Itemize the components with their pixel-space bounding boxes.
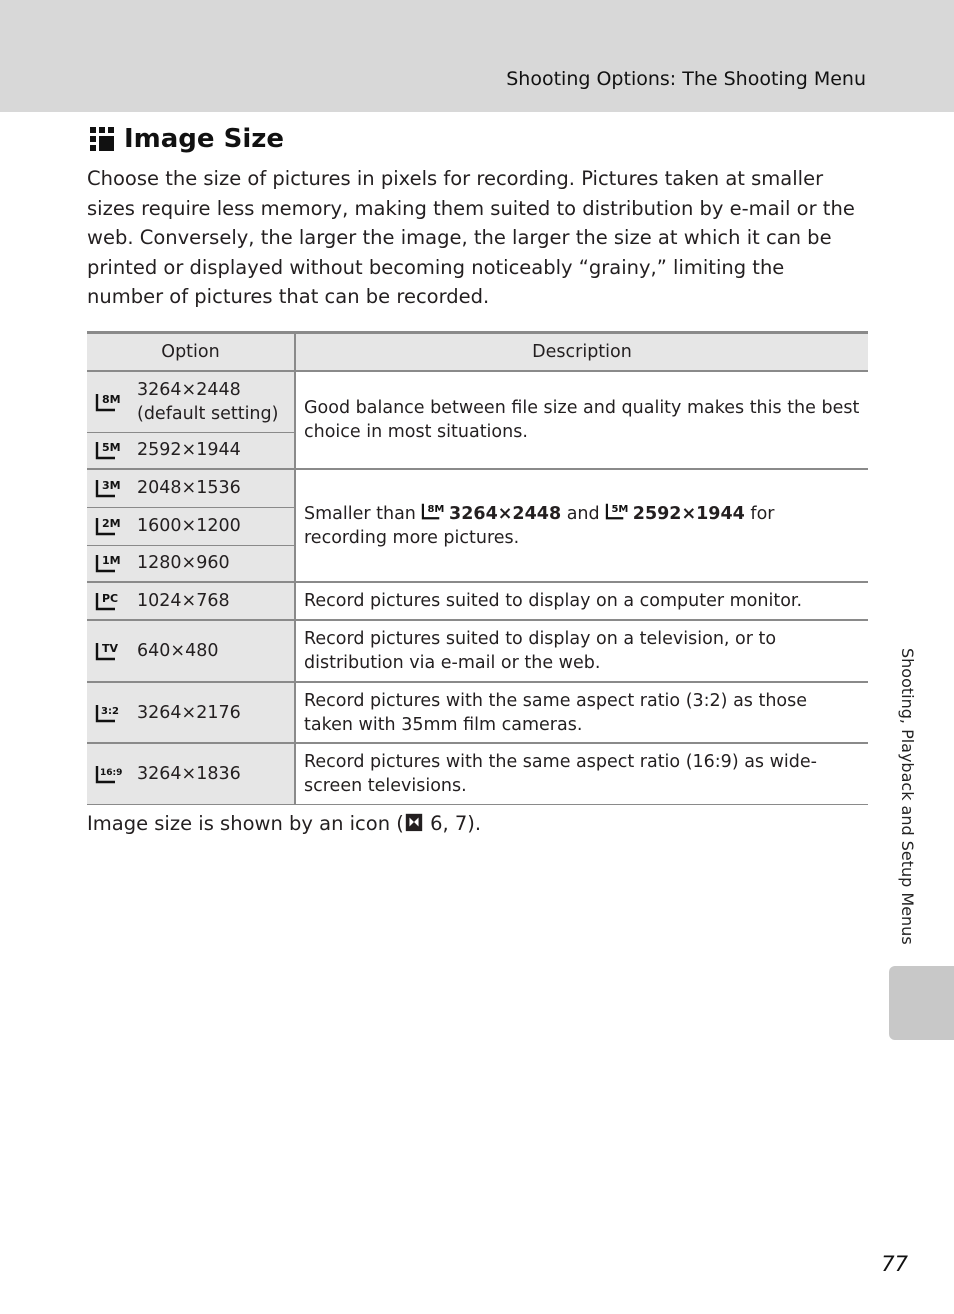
option-size: 2048×1536 <box>137 478 241 499</box>
svg-text:1M: 1M <box>102 554 121 568</box>
svg-text:2M: 2M <box>102 517 121 530</box>
option-size: 2592×1944 <box>137 440 241 461</box>
description-cell: Record pictures suited to display on a television, or to distribution via e-mail or the web. <box>295 620 868 682</box>
option-size: 640×480 <box>137 641 219 661</box>
option-default-note: (default setting) <box>137 403 279 424</box>
svg-text:TV: TV <box>102 642 119 655</box>
note-text: Image size is shown by an icon ( <box>87 812 404 835</box>
note-text: ). <box>467 812 482 835</box>
header-option: Option <box>87 333 295 372</box>
3m-size-icon <box>95 477 119 499</box>
section-title: Image Size <box>124 124 285 154</box>
svg-text:8M: 8M <box>102 392 121 406</box>
footnote <box>87 812 481 835</box>
svg-text:5M: 5M <box>611 503 629 515</box>
description-cell: Good balance between file size and quality makes this the best choice in most situations. <box>295 371 868 469</box>
table-row <box>87 743 868 804</box>
2m-size-icon <box>95 515 119 537</box>
page-number: 77 <box>881 1252 908 1276</box>
description-size: 2592×1944 <box>632 504 745 524</box>
8m-size-icon <box>421 501 443 521</box>
pc-size-icon <box>95 590 119 612</box>
option-size: 1600×1200 <box>137 516 241 536</box>
option-size: 3264×2448 <box>137 379 241 400</box>
intro-paragraph: Choose the size of pictures in pixels for recording. Pictures taken at smaller sizes require less memory, making them suited to distribution by e-mail or the web. Conversely, the larger the image, the larger the size at which it can be printed or displayed without becoming noticeably “grainy,” limiting the number of pictures that can be recorded. <box>87 167 855 309</box>
svg-text:5M: 5M <box>102 441 121 455</box>
note-pages: 6, 7 <box>423 812 468 835</box>
table-row <box>87 371 868 432</box>
svg-text:3:2: 3:2 <box>101 705 119 717</box>
3-2-ratio-icon <box>95 702 119 724</box>
description-cell: Record pictures with the same aspect ratio (3:2) as those taken with 35mm film cameras. <box>295 682 868 743</box>
image-size-icon <box>88 125 116 153</box>
side-tab-marker <box>889 966 954 1040</box>
header-band <box>0 0 954 112</box>
tv-size-icon <box>95 640 119 662</box>
svg-text:8M: 8M <box>427 503 445 515</box>
table-row <box>87 469 868 507</box>
16-9-ratio-icon <box>95 763 123 785</box>
1m-size-icon <box>95 552 119 574</box>
option-size: 3264×2176 <box>137 702 241 723</box>
header-description: Description <box>295 333 868 372</box>
5m-size-icon <box>95 439 119 461</box>
table-row <box>87 682 868 743</box>
svg-text:3M: 3M <box>102 479 121 493</box>
description-text: for recording more pictures. <box>304 504 775 548</box>
description-cell: Record pictures suited to display on a computer monitor. <box>295 582 868 620</box>
option-size: 1024×768 <box>137 591 230 611</box>
description-text: and <box>561 504 606 524</box>
table-row <box>87 620 868 682</box>
description-text: Smaller than <box>304 504 422 524</box>
8m-size-icon <box>95 391 119 413</box>
book-reference-icon <box>404 812 424 832</box>
5m-size-icon <box>605 501 627 521</box>
svg-text:16:9: 16:9 <box>100 767 123 778</box>
description-cell <box>295 469 868 582</box>
image-size-table <box>87 331 868 805</box>
description-cell: Record pictures with the same aspect ratio (16:9) as wide-screen televisions. <box>295 743 868 804</box>
side-section-label: Shooting, Playback and Setup Menus <box>898 648 917 945</box>
table-row <box>87 582 868 620</box>
svg-text:PC: PC <box>102 592 119 605</box>
option-size: 3264×1836 <box>137 763 241 784</box>
description-size: 3264×2448 <box>449 504 562 524</box>
running-header: Shooting Options: The Shooting Menu <box>506 68 866 90</box>
section-heading <box>88 124 284 154</box>
option-size: 1280×960 <box>137 553 230 574</box>
